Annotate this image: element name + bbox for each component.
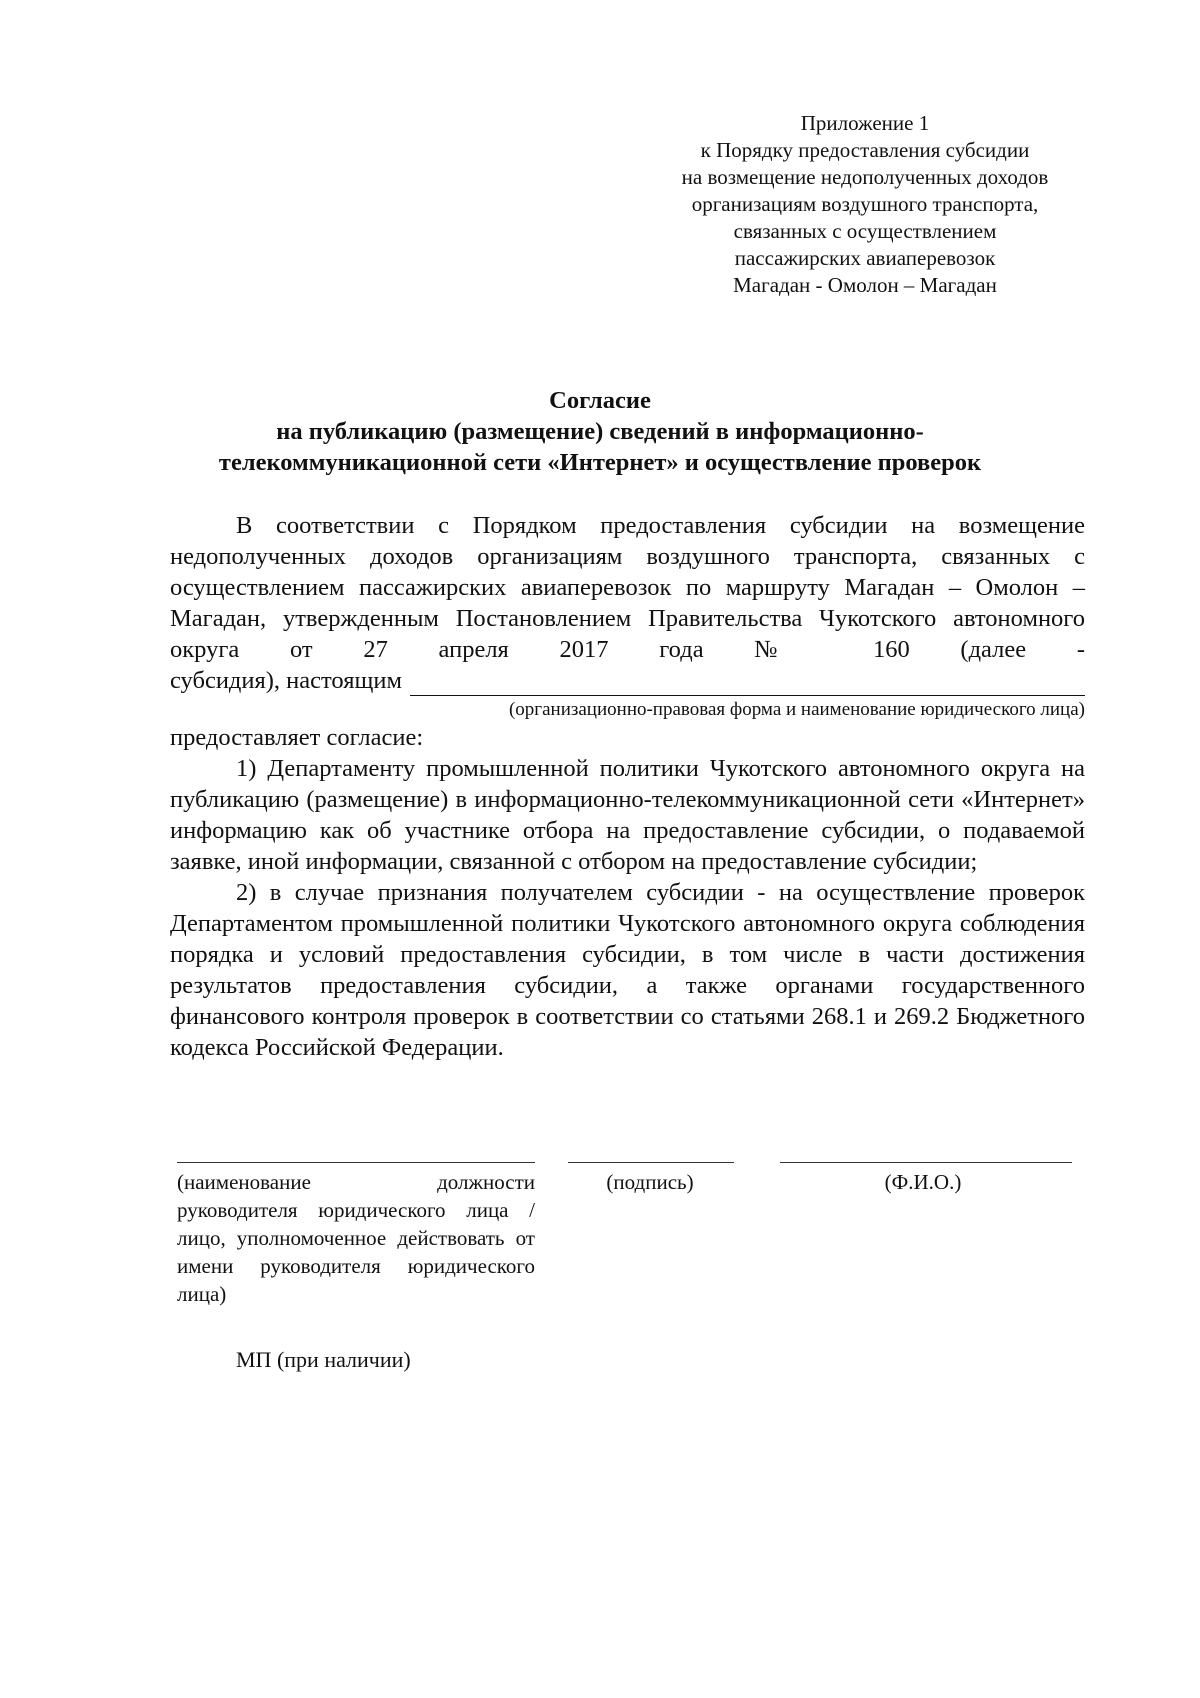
- intro-end-text: субсидия), настоящим: [170, 667, 402, 694]
- document-body: [170, 510, 1085, 1063]
- position-signature-line[interactable]: [177, 1162, 535, 1163]
- organization-name-field[interactable]: [410, 671, 1085, 696]
- appendix-line: на возмещение недополученных доходов: [681, 165, 1049, 189]
- appendix-line: связанных с осуществлением: [733, 219, 997, 243]
- appendix-line: Магадан - Омолон – Магадан: [733, 273, 997, 297]
- signature-label: (подпись): [606, 1170, 694, 1194]
- full-name-label: (Ф.И.О.): [884, 1170, 962, 1194]
- consent-item-1: 1) Департаменту промышленной политики Чукотского автономного округа на публикацию (размещение) в информационно-телекоммуникационной сети «Интернет» информацию как об участнике отбора на предоставление субсидии, о подаваемой заявке, иной информации, связанной с отбором на предоставление субсидии;: [170, 755, 1085, 875]
- title-line-3: телекоммуникационной сети «Интернет» и осуществление проверок: [218, 449, 982, 476]
- title-line-2: на публикацию (размещение) сведений в информационно-: [276, 418, 924, 445]
- organization-field-hint: (организационно-правовая форма и наименование юридического лица): [508, 699, 1085, 720]
- appendix-line: к Порядку предоставления субсидии: [700, 138, 1030, 162]
- full-name-line[interactable]: [780, 1162, 1072, 1163]
- document-title: [150, 385, 1050, 478]
- intro-paragraph: В соответствии с Порядком предоставления субсидии на возмещение недополученных доходов организациям воздушного транспорта, связанных с осуществлением пассажирских авиаперевозок по маршруту Магадан – Омолон – Магадан, утвержденным Постановлением Правительства Чукотского автономного округа от 27 апреля 2017 года № 160 (далее -: [170, 512, 1085, 663]
- stamp-label: МП (при наличии): [236, 1347, 411, 1372]
- signature-line[interactable]: [568, 1162, 734, 1163]
- position-label: (наименование должности руководителя юридического лица / лицо, уполномоченное действовать от имени руководителя юридического лица): [177, 1170, 535, 1306]
- appendix-header: [640, 110, 1090, 299]
- appendix-line: организациям воздушного транспорта,: [691, 192, 1039, 216]
- appendix-line: Приложение 1: [800, 111, 930, 135]
- title-line-1: Согласие: [549, 387, 651, 414]
- consent-lead: предоставляет согласие:: [170, 724, 424, 751]
- appendix-line: пассажирских авиаперевозок: [734, 246, 996, 270]
- organization-blank-row: [170, 665, 1085, 696]
- consent-item-2: 2) в случае признания получателем субсидии - на осуществление проверок Департаментом промышленной политики Чукотского автономного округа соблюдения порядка и условий предоставления субсидии, в том числе в части достижения результатов предоставления субсидии, а также органами государственного финансового контроля проверок в соответствии со статьями 268.1 и 269.2 Бюджетного кодекса Российской Федерации.: [170, 879, 1085, 1061]
